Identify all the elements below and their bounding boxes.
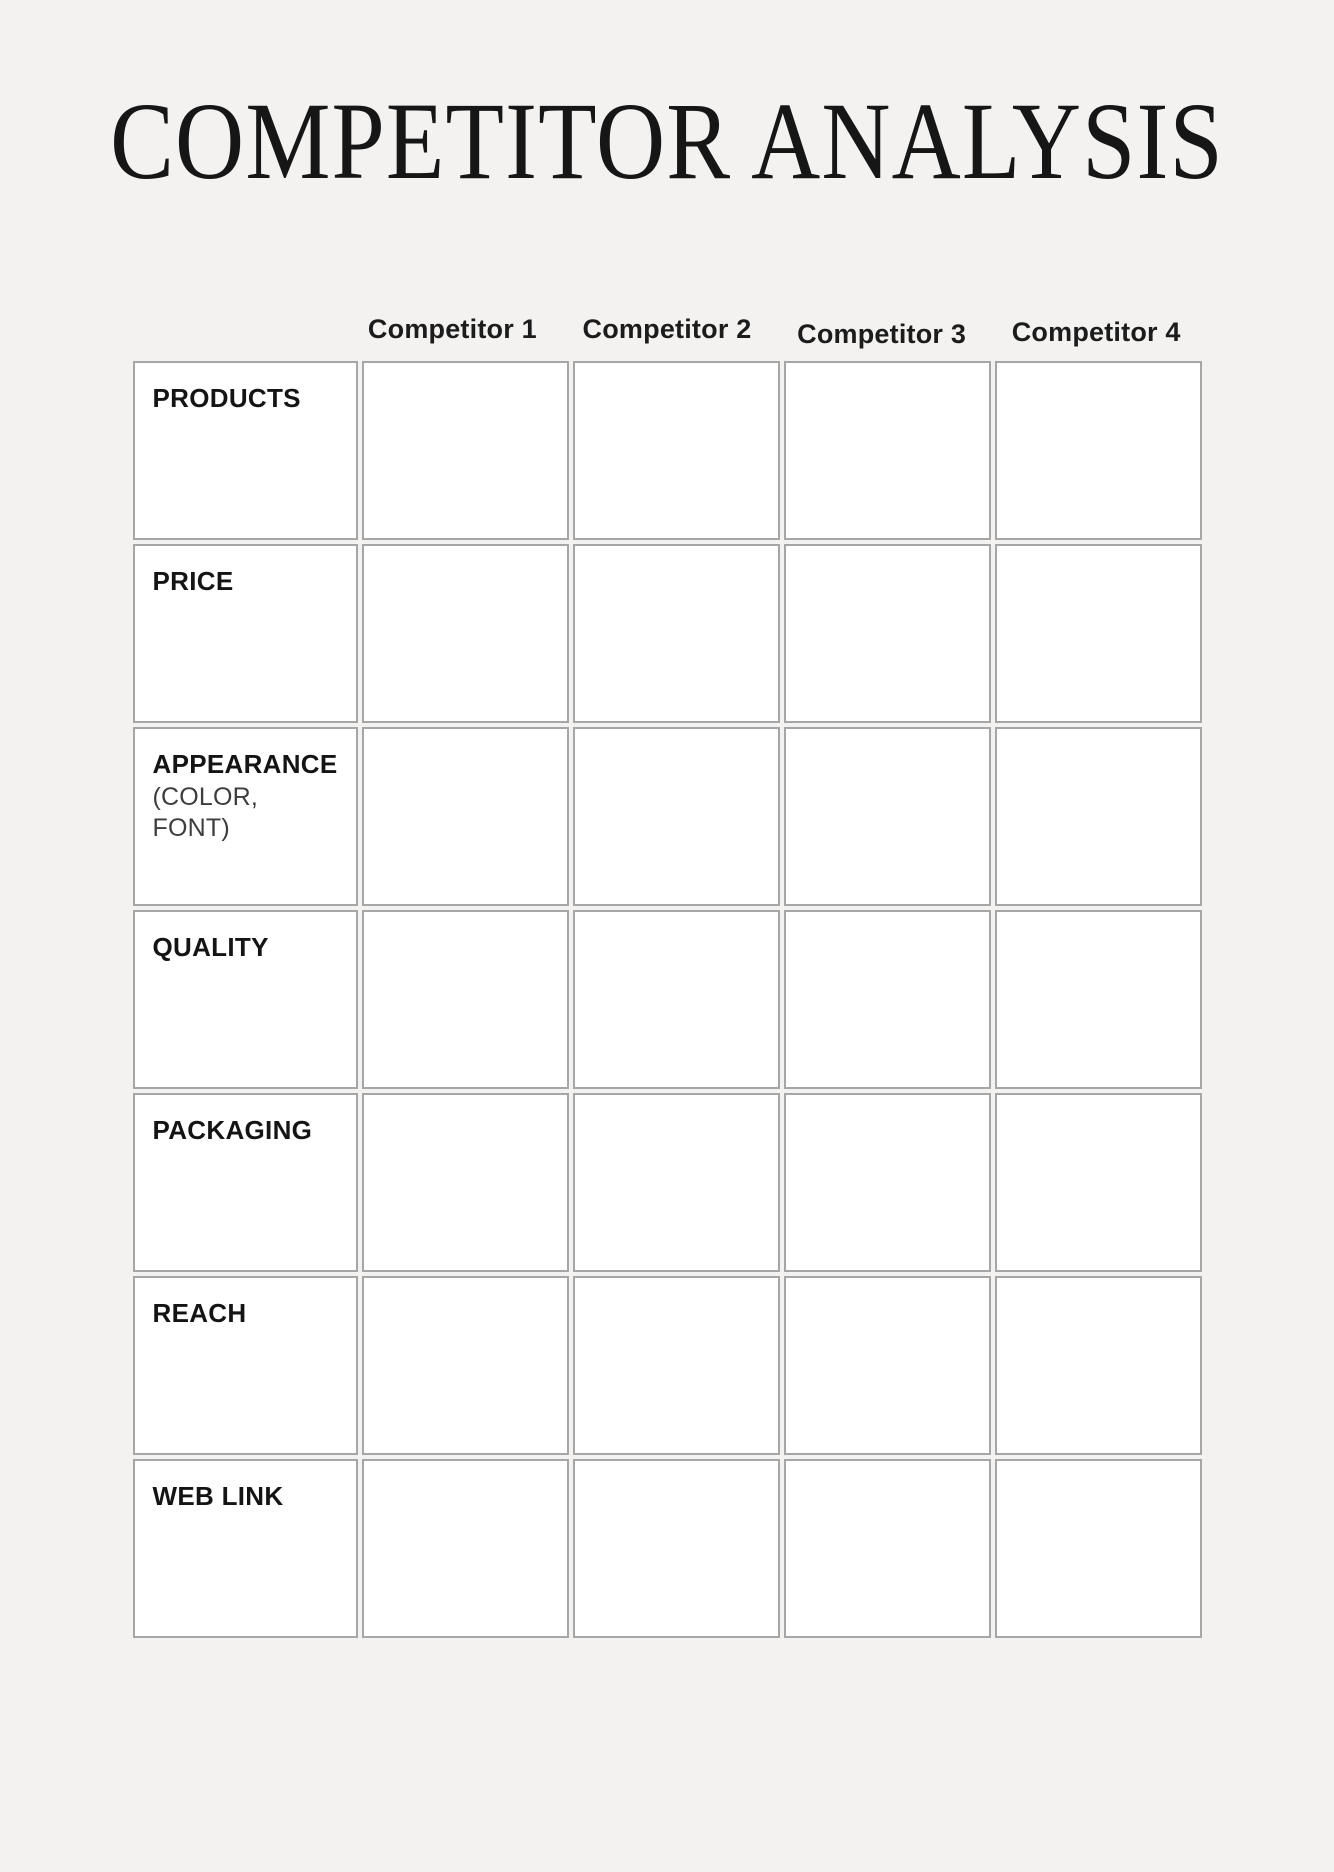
cell-products-competitor-2[interactable] xyxy=(573,361,780,540)
cell-web-link-competitor-2[interactable] xyxy=(573,1459,780,1638)
cell-packaging-competitor-4[interactable] xyxy=(995,1093,1202,1272)
column-header-competitor-3: Competitor 3 xyxy=(797,319,967,349)
row-label-text: APPEARANCE xyxy=(152,749,338,779)
page-title: COMPETITOR ANALYSIS xyxy=(110,80,1224,202)
cell-packaging-competitor-2[interactable] xyxy=(573,1093,780,1272)
cell-quality-competitor-2[interactable] xyxy=(573,910,780,1089)
cell-products-competitor-3[interactable] xyxy=(784,361,991,540)
cell-appearance-competitor-2[interactable] xyxy=(573,727,780,906)
row-sublabel-text: (COLOR, FONT) xyxy=(152,783,259,843)
row-label-web-link xyxy=(133,1459,358,1638)
cell-price-competitor-3[interactable] xyxy=(784,544,991,723)
column-header-spacer xyxy=(133,314,344,345)
cell-web-link-competitor-4[interactable] xyxy=(995,1459,1202,1638)
cell-appearance-competitor-4[interactable] xyxy=(995,727,1202,906)
cell-price-competitor-4[interactable] xyxy=(995,544,1202,723)
row-label-text: PRODUCTS xyxy=(152,383,301,413)
cell-reach-competitor-1[interactable] xyxy=(362,1276,569,1455)
row-label-text: PRICE xyxy=(152,566,234,596)
cell-price-competitor-1[interactable] xyxy=(362,544,569,723)
cell-reach-competitor-3[interactable] xyxy=(784,1276,991,1455)
cell-packaging-competitor-1[interactable] xyxy=(362,1093,569,1272)
cell-appearance-competitor-1[interactable] xyxy=(362,727,569,906)
competitor-analysis-sheet xyxy=(133,314,1202,1638)
row-label-text: PACKAGING xyxy=(152,1115,313,1145)
row-label-packaging xyxy=(133,1093,358,1272)
row-label-products xyxy=(133,361,358,540)
row-label-price xyxy=(133,544,358,723)
cell-appearance-competitor-3[interactable] xyxy=(784,727,991,906)
cell-quality-competitor-4[interactable] xyxy=(995,910,1202,1089)
cell-price-competitor-2[interactable] xyxy=(573,544,780,723)
cell-web-link-competitor-3[interactable] xyxy=(784,1459,991,1638)
row-label-reach xyxy=(133,1276,358,1455)
row-label-text: WEB LINK xyxy=(152,1481,284,1511)
column-header-row xyxy=(133,314,1202,349)
cell-reach-competitor-2[interactable] xyxy=(573,1276,780,1455)
column-header-competitor-4: Competitor 4 xyxy=(1011,317,1181,347)
row-label-text: QUALITY xyxy=(152,932,269,962)
row-label-appearance xyxy=(133,727,358,906)
cell-packaging-competitor-3[interactable] xyxy=(784,1093,991,1272)
cell-web-link-competitor-1[interactable] xyxy=(362,1459,569,1638)
cell-quality-competitor-3[interactable] xyxy=(784,910,991,1089)
row-label-text: REACH xyxy=(152,1298,247,1328)
column-header-competitor-1: Competitor 1 xyxy=(367,314,537,344)
cell-products-competitor-1[interactable] xyxy=(362,361,569,540)
cell-reach-competitor-4[interactable] xyxy=(995,1276,1202,1455)
cell-quality-competitor-1[interactable] xyxy=(362,910,569,1089)
analysis-table xyxy=(133,361,1202,1638)
column-header-competitor-2: Competitor 2 xyxy=(582,314,752,344)
cell-products-competitor-4[interactable] xyxy=(995,361,1202,540)
row-label-quality xyxy=(133,910,358,1089)
